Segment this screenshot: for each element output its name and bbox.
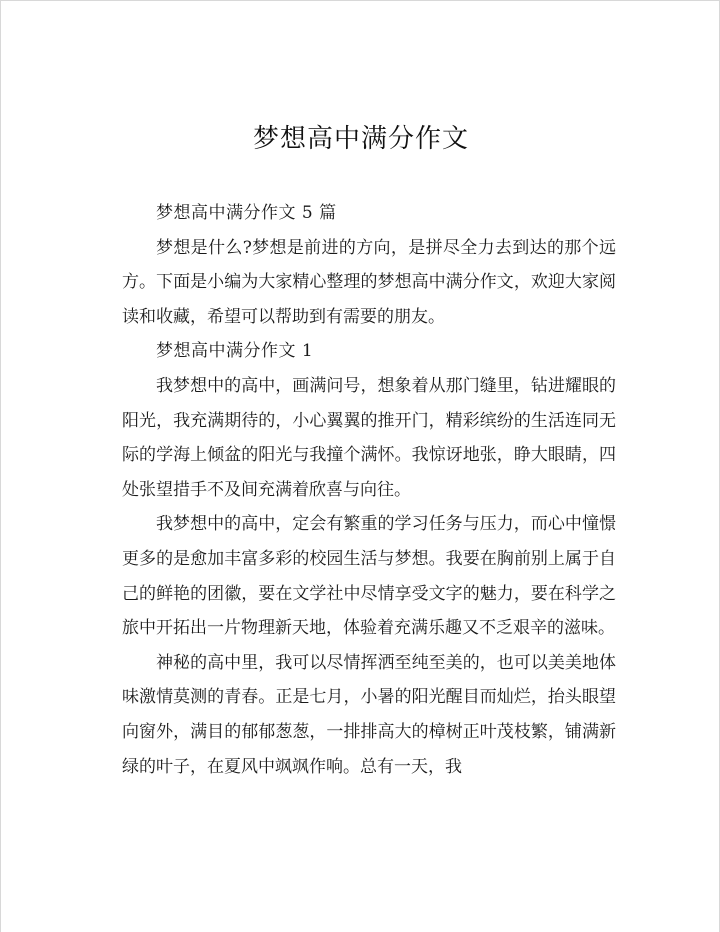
essay-paragraph: 我梦想中的高中，画满问号，想象着从那门缝里，钻进耀眼的阳光，我充满期待的，小心翼翼的推开门，精彩缤纷的生活连同无际的学海上倾盆的阳光与我撞个满怀。我惊讶地张，睁大眼睛，四处张望措手不及间充满着欣喜与向往。 (122, 375, 616, 500)
essay-paragraph: 神秘的高中里，我可以尽情挥洒至纯至美的，也可以美美地体味激情莫测的青春。正是七月，小暑的阳光醒目而灿烂，抬头眼望向窗外，满目的郁郁葱葱，一排排高大的樟树正叶茂枝繁，铺满新绿的叶子，在夏风中飒飒作响。总有一天，我 (122, 652, 616, 777)
collection-heading: 梦想高中满分作文 5 篇 (156, 203, 337, 223)
document-body (122, 196, 616, 784)
intro-paragraph: 梦想是什么?梦想是前进的方向，是拼尽全力去到达的那个远方。下面是小编为大家精心整理的梦想高中满分作文，欢迎大家阅读和收藏，希望可以帮助到有需要的朋友。 (122, 237, 616, 327)
essay-1-heading: 梦想高中满分作文 1 (156, 341, 314, 362)
essay-paragraph: 我梦想中的高中，定会有繁重的学习任务与压力，而心中憧憬更多的是愈加丰富多彩的校园生活与梦想。我要在胸前别上属于自己的鲜艳的团徽，要在文学社中尽情享受文字的魅力，要在科学之旅中开拓出一片物理新天地，体验着充满乐趣又不乏艰辛的滋味。 (122, 514, 616, 639)
document-title: 梦想高中满分作文 (252, 124, 469, 154)
